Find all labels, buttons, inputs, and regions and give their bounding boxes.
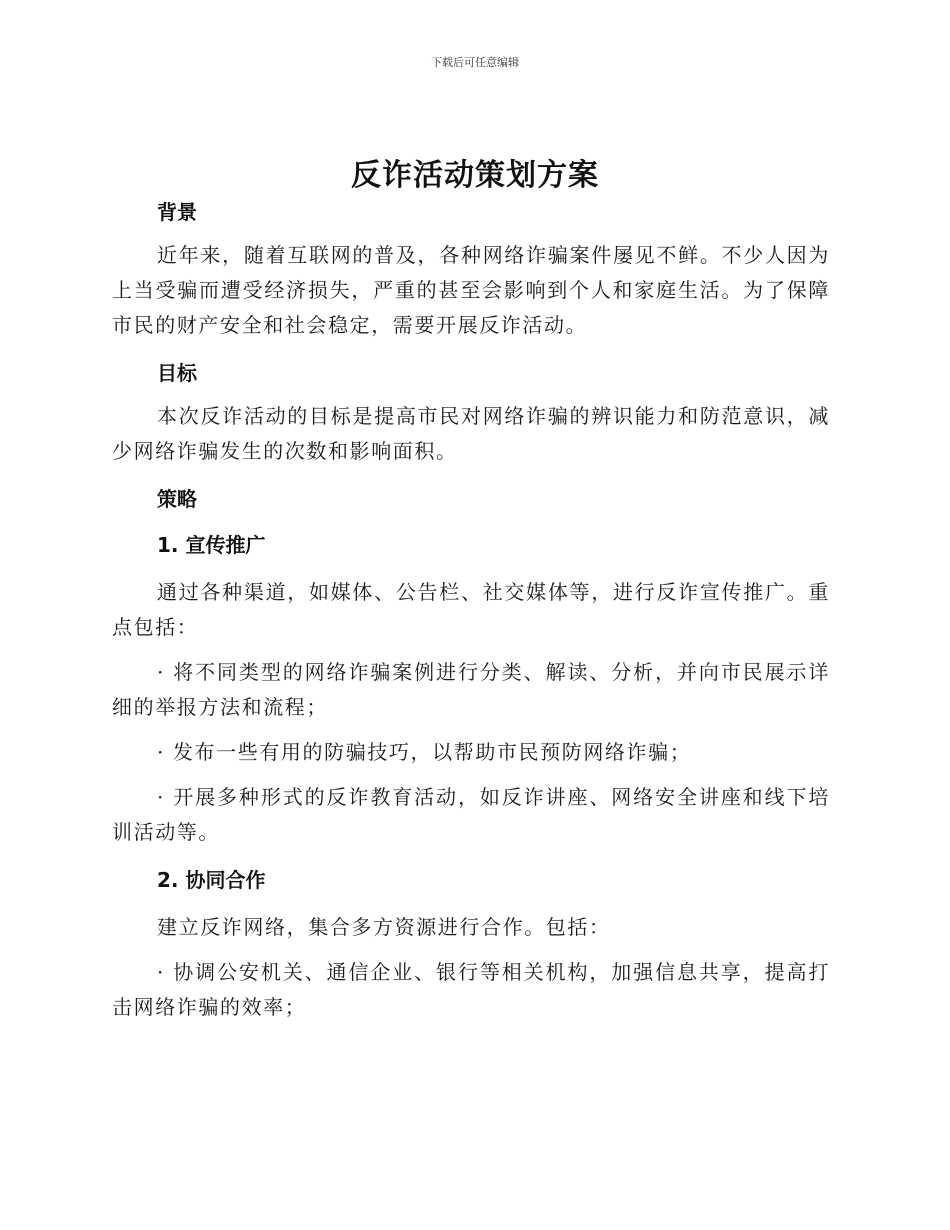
page-header-note: 下载后可任意编辑	[431, 56, 519, 69]
promotion-item: · 将不同类型的网络诈骗案例进行分类、解读、分析，并向市民展示详细的举报方法和流程；	[112, 660, 830, 719]
subsection-heading-cooperation: 2. 协同合作	[157, 868, 266, 892]
promotion-item: · 开展多种形式的反诈教育活动，如反诈讲座、网络安全讲座和线下培训活动等。	[112, 785, 830, 844]
cooperation-item: · 协调公安机关、通信企业、银行等相关机构，加强信息共享，提高打击网络诈骗的效率；	[112, 960, 830, 1019]
document-body	[112, 196, 830, 1025]
section-heading-goal: 目标	[157, 361, 197, 385]
section-heading-strategy: 策略	[157, 487, 197, 511]
section-heading-background: 背景	[157, 200, 197, 224]
promotion-item: · 发布一些有用的防骗技巧，以帮助市民预防网络诈骗；	[157, 740, 692, 764]
goal-paragraph: 本次反诈活动的目标是提高市民对网络诈骗的辨识能力和防范意识，减少网络诈骗发生的次数和影响面积。	[112, 404, 830, 463]
promotion-intro: 通过各种渠道，如媒体、公告栏、社交媒体等，进行反诈宣传推广。重点包括：	[112, 580, 830, 639]
cooperation-intro: 建立反诈网络，集合多方资源进行合作。包括：	[157, 915, 611, 939]
background-paragraph: 近年来，随着互联网的普及，各种网络诈骗案件屡见不鲜。不少人因为上当受骗而遭受经济损失，严重的甚至会影响到个人和家庭生活。为了保障市民的财产安全和社会稳定，需要开展反诈活动。	[112, 243, 830, 337]
subsection-heading-promotion: 1. 宣传推广	[157, 533, 266, 557]
document-title: 反诈活动策划方案	[351, 158, 599, 193]
